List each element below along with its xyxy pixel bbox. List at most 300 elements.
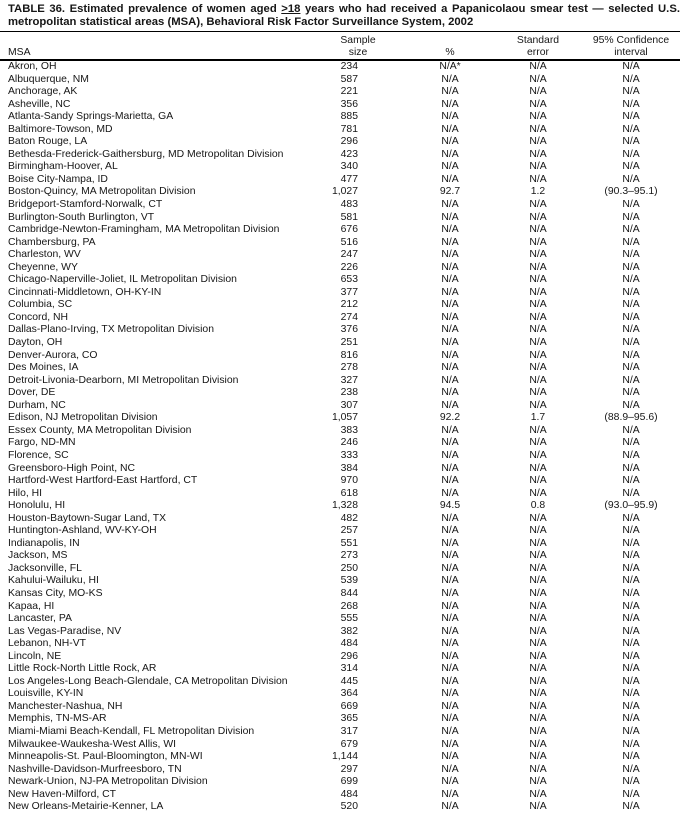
confidence-interval-cell: N/A [622,249,640,261]
sample-size-cell: 296 [340,136,358,148]
sample-size-cell: 212 [340,299,358,311]
table-row [0,575,680,588]
sample-size-cell: 364 [340,688,358,700]
sample-size-cell: 297 [340,763,358,775]
confidence-interval-cell: (90.3–95.1) [604,186,658,198]
column-header-percent: % [406,32,494,60]
msa-cell: Baton Rouge, LA [8,136,88,148]
column-header-standard-error-line2: error [527,46,549,58]
column-header-sample-size-line2: size [348,46,368,58]
standard-error-cell: N/A [529,462,547,474]
percent-cell: N/A [441,337,459,349]
standard-error-cell: N/A [529,136,547,148]
table-row [0,463,680,476]
sample-size-cell: 296 [340,650,358,662]
table-row [0,387,680,400]
column-header-confidence-interval-line2: interval [614,46,648,58]
sample-size-cell: 273 [340,550,358,562]
standard-error-cell: N/A [529,362,547,374]
sample-size-cell: 618 [340,487,358,499]
standard-error-cell: N/A [529,575,547,587]
sample-size-cell: 555 [340,613,358,625]
column-header-confidence-interval-line1: 95% Confidence [592,35,670,46]
table-row [0,626,680,639]
confidence-interval-cell: N/A [622,387,640,399]
percent-cell: N/A [441,776,459,788]
standard-error-cell: N/A [529,613,547,625]
confidence-interval-cell: N/A [622,650,640,662]
sample-size-cell: 679 [340,738,358,750]
column-header-sample-size-line1: Sample [340,35,376,46]
column-header-sample-size [310,32,406,60]
standard-error-cell: N/A [529,688,547,700]
confidence-interval-cell: N/A [622,286,640,298]
percent-cell: N/A [441,199,459,211]
msa-cell: Columbia, SC [8,299,73,311]
confidence-interval-cell: N/A [622,487,640,499]
confidence-interval-cell: N/A [622,437,640,449]
msa-cell: Akron, OH [8,61,57,72]
msa-cell: Edison, NJ Metropolitan Division [8,412,158,424]
standard-error-cell: 1.2 [530,186,546,198]
table-row [0,425,680,438]
confidence-interval-cell: N/A [622,462,640,474]
msa-cell: Birmingham-Hoover, AL [8,161,118,173]
msa-cell: Chicago-Naperville-Joliet, IL Metropolitan Division [8,274,237,286]
table-row [0,588,680,601]
sample-size-cell: 477 [340,173,358,185]
sample-size-cell: 221 [340,86,358,98]
percent-cell: N/A [441,286,459,298]
percent-cell: N/A [441,437,459,449]
column-header-msa: MSA [0,32,310,60]
confidence-interval-cell: N/A [622,600,640,612]
table-row [0,789,680,802]
table-row [0,99,680,112]
percent-cell: N/A [441,638,459,650]
confidence-interval-cell: N/A [622,236,640,248]
table-row [0,249,680,262]
confidence-interval-cell: N/A [622,161,640,173]
msa-cell: Asheville, NC [8,98,71,110]
confidence-interval-cell: N/A [622,311,640,323]
standard-error-cell: N/A [529,224,547,236]
table-row [0,136,680,149]
msa-cell: Dallas-Plano-Irving, TX Metropolitan Division [8,324,214,336]
table-row [0,663,680,676]
percent-cell: N/A [441,650,459,662]
msa-cell: Fargo, ND-MN [8,437,76,449]
msa-cell: Minneapolis-St. Paul-Bloomington, MN-WI [8,751,203,763]
sample-size-cell: 278 [340,362,358,374]
msa-cell: Kapaa, HI [8,600,55,612]
msa-cell: Anchorage, AK [8,86,78,98]
standard-error-cell: N/A [529,86,547,98]
standard-error-cell: N/A [529,487,547,499]
table-row [0,450,680,463]
table-row [0,713,680,726]
standard-error-cell: N/A [529,738,547,750]
table-row [0,299,680,312]
percent-cell: N/A [441,211,459,223]
prevalence-table [0,32,680,814]
msa-cell: Lancaster, PA [8,613,72,625]
sample-size-cell: 307 [340,399,358,411]
confidence-interval-cell: N/A [622,738,640,750]
sample-size-cell: 365 [340,713,358,725]
percent-cell: N/A [441,462,459,474]
standard-error-cell: N/A [529,638,547,650]
percent-cell: N/A [441,111,459,123]
sample-size-cell: 587 [340,73,358,85]
percent-cell: N/A [441,399,459,411]
confidence-interval-cell: N/A [622,123,640,135]
standard-error-cell: 1.7 [530,412,546,424]
percent-cell: N/A [441,136,459,148]
standard-error-cell: N/A [529,399,547,411]
table-row [0,199,680,212]
sample-size-cell: 482 [340,512,358,524]
table-row [0,751,680,764]
msa-cell: Manchester-Nashua, NH [8,700,123,712]
standard-error-cell: N/A [529,600,547,612]
table-row [0,739,680,752]
standard-error-cell: N/A [529,236,547,248]
percent-cell: N/A [441,249,459,261]
percent-cell: N/A* [439,61,461,72]
confidence-interval-cell: N/A [622,211,640,223]
sample-size-cell: 356 [340,98,358,110]
confidence-interval-cell: N/A [622,61,640,72]
standard-error-cell: N/A [529,475,547,487]
table-row [0,149,680,162]
sample-size-cell: 699 [340,776,358,788]
standard-error-cell: N/A [529,700,547,712]
msa-cell: Little Rock-North Little Rock, AR [8,663,157,675]
percent-cell: N/A [441,161,459,173]
percent-cell: N/A [441,475,459,487]
msa-cell: Honolulu, HI [8,500,66,512]
confidence-interval-cell: N/A [622,713,640,725]
percent-cell: N/A [441,587,459,599]
table-row [0,174,680,187]
table-row [0,601,680,614]
standard-error-cell: N/A [529,424,547,436]
sample-size-cell: 1,057 [331,412,358,424]
msa-cell: Florence, SC [8,449,69,461]
confidence-interval-cell: N/A [622,776,640,788]
percent-cell: N/A [441,663,459,675]
table-row [0,324,680,337]
standard-error-cell: N/A [529,123,547,135]
standard-error-cell: N/A [529,173,547,185]
standard-error-cell: N/A [529,261,547,273]
sample-size-cell: 246 [340,437,358,449]
table-row [0,701,680,714]
table-title-line2: metropolitan statistical areas (MSA), Behavioral Risk Factor Surveillance System, 2002 [8,16,474,28]
percent-cell: N/A [441,86,459,98]
sample-size-cell: 1,144 [331,751,358,763]
table-row [0,337,680,350]
standard-error-cell: N/A [529,801,547,813]
msa-cell: Louisville, KY-IN [8,688,84,700]
sample-size-cell: 383 [340,424,358,436]
percent-cell: N/A [441,725,459,737]
percent-cell: N/A [441,374,459,386]
percent-cell: N/A [441,751,459,763]
msa-cell: Dover, DE [8,387,56,399]
table-row [0,312,680,325]
sample-size-cell: 268 [340,600,358,612]
standard-error-cell: N/A [529,211,547,223]
column-header-confidence-interval [582,32,680,60]
confidence-interval-cell: N/A [622,537,640,549]
sample-size-cell: 551 [340,537,358,549]
percent-cell: N/A [441,600,459,612]
table-row [0,186,680,199]
confidence-interval-cell: N/A [622,700,640,712]
confidence-interval-cell: (93.0–95.9) [604,500,658,512]
percent-cell: N/A [441,274,459,286]
confidence-interval-cell: N/A [622,688,640,700]
standard-error-cell: N/A [529,324,547,336]
confidence-interval-cell: N/A [622,111,640,123]
sample-size-cell: 382 [340,625,358,637]
percent-cell: 92.7 [439,186,461,198]
confidence-interval-cell: N/A [622,625,640,637]
sample-size-cell: 274 [340,311,358,323]
sample-size-cell: 333 [340,449,358,461]
table-row [0,124,680,137]
standard-error-cell: N/A [529,161,547,173]
table-row [0,776,680,789]
msa-cell: Houston-Baytown-Sugar Land, TX [8,512,167,524]
msa-cell: Hilo, HI [8,487,43,499]
sample-size-cell: 384 [340,462,358,474]
confidence-interval-cell: N/A [622,475,640,487]
msa-cell: Indianapolis, IN [8,537,80,549]
standard-error-cell: N/A [529,349,547,361]
sample-size-cell: 676 [340,224,358,236]
percent-cell: N/A [441,537,459,549]
percent-cell: N/A [441,73,459,85]
confidence-interval-cell: N/A [622,550,640,562]
standard-error-cell: N/A [529,625,547,637]
msa-cell: Concord, NH [8,311,69,323]
confidence-interval-cell: N/A [622,725,640,737]
confidence-interval-cell: N/A [622,638,640,650]
percent-cell: N/A [441,713,459,725]
standard-error-cell: N/A [529,650,547,662]
standard-error-cell: N/A [529,111,547,123]
confidence-interval-cell: N/A [622,562,640,574]
msa-cell: Albuquerque, NM [8,73,89,85]
sample-size-cell: 234 [340,61,358,72]
sample-size-cell: 539 [340,575,358,587]
msa-cell: Jacksonville, FL [8,562,82,574]
standard-error-cell: N/A [529,299,547,311]
sample-size-cell: 327 [340,374,358,386]
confidence-interval-cell: N/A [622,751,640,763]
standard-error-cell: N/A [529,663,547,675]
percent-cell: N/A [441,148,459,160]
confidence-interval-cell: N/A [622,337,640,349]
msa-cell: Nashville-Davidson-Murfreesboro, TN [8,763,182,775]
confidence-interval-cell: N/A [622,525,640,537]
sample-size-cell: 520 [340,801,358,813]
confidence-interval-cell: N/A [622,261,640,273]
table-row [0,525,680,538]
msa-cell: Atlanta-Sandy Springs-Marietta, GA [8,111,174,123]
table-row [0,613,680,626]
msa-cell: Charleston, WV [8,249,81,261]
percent-cell: N/A [441,625,459,637]
sample-size-cell: 251 [340,337,358,349]
msa-cell: Kahului-Wailuku, HI [8,575,99,587]
msa-cell: Huntington-Ashland, WV-KY-OH [8,525,157,537]
msa-cell: Memphis, TN-MS-AR [8,713,107,725]
percent-cell: N/A [441,449,459,461]
standard-error-cell: N/A [529,199,547,211]
sample-size-cell: 484 [340,788,358,800]
confidence-interval-cell: N/A [622,136,640,148]
sample-size-cell: 970 [340,475,358,487]
standard-error-cell: N/A [529,713,547,725]
sample-size-cell: 1,027 [331,186,358,198]
percent-cell: N/A [441,788,459,800]
title-text-prefix: TABLE 36. Estimated prevalence of women aged [8,3,282,15]
sample-size-cell: 669 [340,700,358,712]
msa-cell: Boston-Quincy, MA Metropolitan Division [8,186,196,198]
confidence-interval-cell: N/A [622,575,640,587]
confidence-interval-cell: N/A [622,675,640,687]
percent-cell: N/A [441,675,459,687]
standard-error-cell: N/A [529,512,547,524]
msa-cell: Lebanon, NH-VT [8,638,86,650]
greater-equal-symbol: >18 [281,3,301,15]
msa-cell: Miami-Miami Beach-Kendall, FL Metropolitan Division [8,725,255,737]
standard-error-cell: N/A [529,725,547,737]
column-header-standard-error-line1: Standard [516,35,560,46]
percent-cell: N/A [441,738,459,750]
table-row [0,801,680,814]
standard-error-cell: N/A [529,788,547,800]
percent-cell: N/A [441,688,459,700]
confidence-interval-cell: N/A [622,73,640,85]
msa-cell: Bethesda-Frederick-Gaithersburg, MD Metropolitan Division [8,148,284,160]
percent-cell: N/A [441,324,459,336]
sample-size-cell: 445 [340,675,358,687]
standard-error-cell: N/A [529,675,547,687]
confidence-interval-cell: N/A [622,374,640,386]
sample-size-cell: 317 [340,725,358,737]
standard-error-cell: N/A [529,751,547,763]
standard-error-cell: N/A [529,337,547,349]
msa-cell: New Haven-Milford, CT [8,788,116,800]
confidence-interval-cell: N/A [622,349,640,361]
table-row [0,237,680,250]
table-row [0,212,680,225]
percent-cell: N/A [441,801,459,813]
title-text-suffix: years who had received a Papanicolaou smear test — selected U.S. [300,3,680,15]
msa-cell: Los Angeles-Long Beach-Glendale, CA Metropolitan Division [8,675,288,687]
msa-cell: Des Moines, IA [8,362,79,374]
standard-error-cell: N/A [529,525,547,537]
sample-size-cell: 314 [340,663,358,675]
table-title [0,3,680,32]
table-row [0,350,680,363]
percent-cell: N/A [441,575,459,587]
percent-cell: N/A [441,123,459,135]
msa-cell: Bridgeport-Stamford-Norwalk, CT [8,199,163,211]
sample-size-cell: 781 [340,123,358,135]
confidence-interval-cell: N/A [622,801,640,813]
standard-error-cell: N/A [529,274,547,286]
percent-cell: N/A [441,261,459,273]
percent-cell: N/A [441,487,459,499]
msa-cell: New Orleans-Metairie-Kenner, LA [8,801,164,813]
table-row [0,764,680,777]
table-header-row [0,32,680,60]
sample-size-cell: 257 [340,525,358,537]
table-row [0,638,680,651]
msa-cell: Hartford-West Hartford-East Hartford, CT [8,475,198,487]
table-row [0,475,680,488]
sample-size-cell: 844 [340,587,358,599]
column-header-standard-error [494,32,582,60]
confidence-interval-cell: N/A [622,763,640,775]
confidence-interval-cell: N/A [622,274,640,286]
confidence-interval-cell: N/A [622,86,640,98]
percent-cell: N/A [441,763,459,775]
confidence-interval-cell: N/A [622,449,640,461]
table-row [0,375,680,388]
confidence-interval-cell: N/A [622,424,640,436]
percent-cell: N/A [441,550,459,562]
standard-error-cell: N/A [529,550,547,562]
table-row [0,74,680,87]
sample-size-cell: 247 [340,249,358,261]
sample-size-cell: 516 [340,236,358,248]
table-row [0,111,680,124]
table-row [0,161,680,174]
table-row [0,688,680,701]
percent-cell: N/A [441,387,459,399]
percent-cell: N/A [441,299,459,311]
msa-cell: Jackson, MS [8,550,68,562]
sample-size-cell: 484 [340,638,358,650]
sample-size-cell: 226 [340,261,358,273]
percent-cell: N/A [441,613,459,625]
percent-cell: N/A [441,236,459,248]
table-row [0,651,680,664]
table-row [0,676,680,689]
percent-cell: N/A [441,525,459,537]
percent-cell: N/A [441,512,459,524]
sample-size-cell: 423 [340,148,358,160]
confidence-interval-cell: N/A [622,613,640,625]
table-row [0,550,680,563]
confidence-interval-cell: (88.9–95.6) [604,412,658,424]
percent-cell: N/A [441,173,459,185]
confidence-interval-cell: N/A [622,788,640,800]
standard-error-cell: N/A [529,374,547,386]
sample-size-cell: 483 [340,199,358,211]
msa-cell: Newark-Union, NJ-PA Metropolitan Division [8,776,208,788]
table-body [0,60,680,814]
msa-cell: Las Vegas-Paradise, NV [8,625,122,637]
msa-cell: Greensboro-High Point, NC [8,462,136,474]
